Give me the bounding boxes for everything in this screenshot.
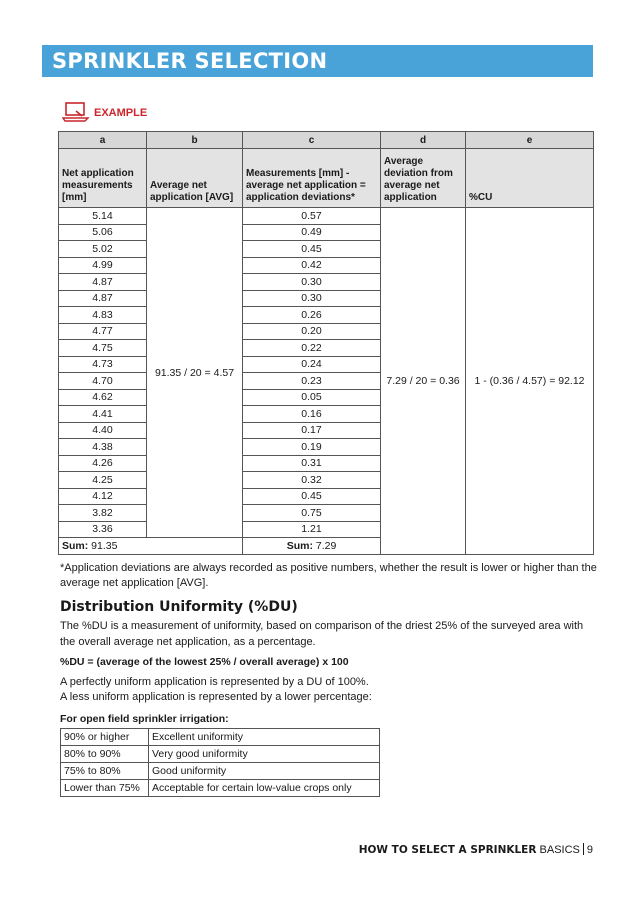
du-row xyxy=(61,763,380,780)
measurement-cell: 3.36 xyxy=(59,521,147,538)
table-body xyxy=(59,208,594,555)
cu-example-table xyxy=(58,131,594,555)
measurement-cell: 4.25 xyxy=(59,472,147,489)
average-cell: 91.35 / 20 = 4.57 xyxy=(147,208,243,538)
laptop-icon xyxy=(62,102,92,122)
du-range: Lower than 75% xyxy=(61,780,149,797)
column-header: Measurements [mm] - average net application = application deviations* xyxy=(243,149,381,208)
cu-cell: 1 - (0.36 / 4.57) = 92.12 xyxy=(466,208,594,555)
column-letter: b xyxy=(147,132,243,149)
measurement-cell: 4.38 xyxy=(59,439,147,456)
measurement-cell: 4.41 xyxy=(59,406,147,423)
du-formula: %DU = (average of the lowest 25% / overall average) x 100 xyxy=(60,656,349,668)
du-row xyxy=(61,746,380,763)
du-rating-table xyxy=(60,728,380,797)
deviation-cell: 0.26 xyxy=(243,307,381,324)
example-label: EXAMPLE xyxy=(94,107,148,119)
deviation-cell: 0.20 xyxy=(243,323,381,340)
deviation-cell: 0.22 xyxy=(243,340,381,357)
deviation-cell: 0.75 xyxy=(243,505,381,522)
measurement-cell: 5.02 xyxy=(59,241,147,258)
avg-deviation-cell: 7.29 / 20 = 0.36 xyxy=(381,208,466,555)
measurement-cell: 4.26 xyxy=(59,455,147,472)
deviation-cell: 0.05 xyxy=(243,389,381,406)
sum-c-cell xyxy=(243,538,381,555)
section-banner: SPRINKLER SELECTION xyxy=(42,45,593,77)
column-header: %CU xyxy=(466,149,594,208)
column-header: Average deviation from average net application xyxy=(381,149,466,208)
page-number: 9 xyxy=(586,844,593,856)
deviation-cell: 0.31 xyxy=(243,455,381,472)
footer-divider xyxy=(583,843,584,855)
du-range: 80% to 90% xyxy=(61,746,149,763)
column-header: Average net application [AVG] xyxy=(147,149,243,208)
du-explanation xyxy=(60,675,600,705)
deviation-cell: 0.16 xyxy=(243,406,381,423)
table-row xyxy=(59,208,594,225)
du-row xyxy=(61,780,380,797)
deviation-cell: 0.23 xyxy=(243,373,381,390)
column-letter: e xyxy=(466,132,594,149)
du-range: 90% or higher xyxy=(61,729,149,746)
measurement-cell: 4.73 xyxy=(59,356,147,373)
du-row xyxy=(61,729,380,746)
sum-value: 7.29 xyxy=(315,539,337,552)
sum-value: 91.35 xyxy=(91,539,118,552)
column-letter: c xyxy=(243,132,381,149)
column-header: Net application measurements [mm] xyxy=(59,149,147,208)
sum-label: Sum: xyxy=(62,539,89,552)
du-description: Good uniformity xyxy=(149,763,380,780)
du-range: 75% to 80% xyxy=(61,763,149,780)
deviation-cell: 0.19 xyxy=(243,439,381,456)
deviation-cell: 0.24 xyxy=(243,356,381,373)
sum-a-cell xyxy=(59,538,243,555)
deviation-cell: 0.32 xyxy=(243,472,381,489)
measurement-cell: 4.87 xyxy=(59,274,147,291)
deviation-note: *Application deviations are always recorded as positive numbers, whether the result is lower or higher than the average net application [AVG]. xyxy=(60,562,597,589)
sum-label: Sum: xyxy=(286,539,313,552)
deviation-cell: 0.57 xyxy=(243,208,381,225)
du-subheading: For open field sprinkler irrigation: xyxy=(60,713,229,725)
measurement-cell: 5.06 xyxy=(59,224,147,241)
deviation-cell: 1.21 xyxy=(243,521,381,538)
measurement-cell: 4.40 xyxy=(59,422,147,439)
measurement-cell: 4.12 xyxy=(59,488,147,505)
du-description: Excellent uniformity xyxy=(149,729,380,746)
du-description: Acceptable for certain low-value crops only xyxy=(149,780,380,797)
footer-section: BASICS xyxy=(539,844,580,856)
measurement-cell: 4.70 xyxy=(59,373,147,390)
measurement-cell: 4.75 xyxy=(59,340,147,357)
deviation-cell: 0.17 xyxy=(243,422,381,439)
deviation-cell: 0.49 xyxy=(243,224,381,241)
measurement-cell: 3.82 xyxy=(59,505,147,522)
deviation-cell: 0.45 xyxy=(243,488,381,505)
deviation-cell: 0.42 xyxy=(243,257,381,274)
column-letter: d xyxy=(381,132,466,149)
du-line: A less uniform application is represented by a lower percentage: xyxy=(60,691,372,703)
deviation-cell: 0.30 xyxy=(243,290,381,307)
measurement-cell: 4.87 xyxy=(59,290,147,307)
du-paragraph: The %DU is a measurement of uniformity, based on comparison of the driest 25% of the surveyed area with the overall average net application, as a percentage. xyxy=(60,620,584,648)
measurement-cell: 5.14 xyxy=(59,208,147,225)
measurement-cell: 4.62 xyxy=(59,389,147,406)
du-description: Very good uniformity xyxy=(149,746,380,763)
du-heading: Distribution Uniformity (%DU) xyxy=(60,599,298,615)
footer-title: HOW TO SELECT A SPRINKLER xyxy=(358,844,537,856)
measurement-cell: 4.83 xyxy=(59,307,147,324)
measurement-cell: 4.77 xyxy=(59,323,147,340)
deviation-cell: 0.45 xyxy=(243,241,381,258)
column-letters-row xyxy=(59,132,594,149)
deviation-cell: 0.30 xyxy=(243,274,381,291)
measurement-cell: 4.99 xyxy=(59,257,147,274)
page-footer xyxy=(359,843,593,856)
column-headers-row xyxy=(59,149,594,208)
du-line: A perfectly uniform application is represented by a DU of 100%. xyxy=(60,676,369,688)
column-letter: a xyxy=(59,132,147,149)
